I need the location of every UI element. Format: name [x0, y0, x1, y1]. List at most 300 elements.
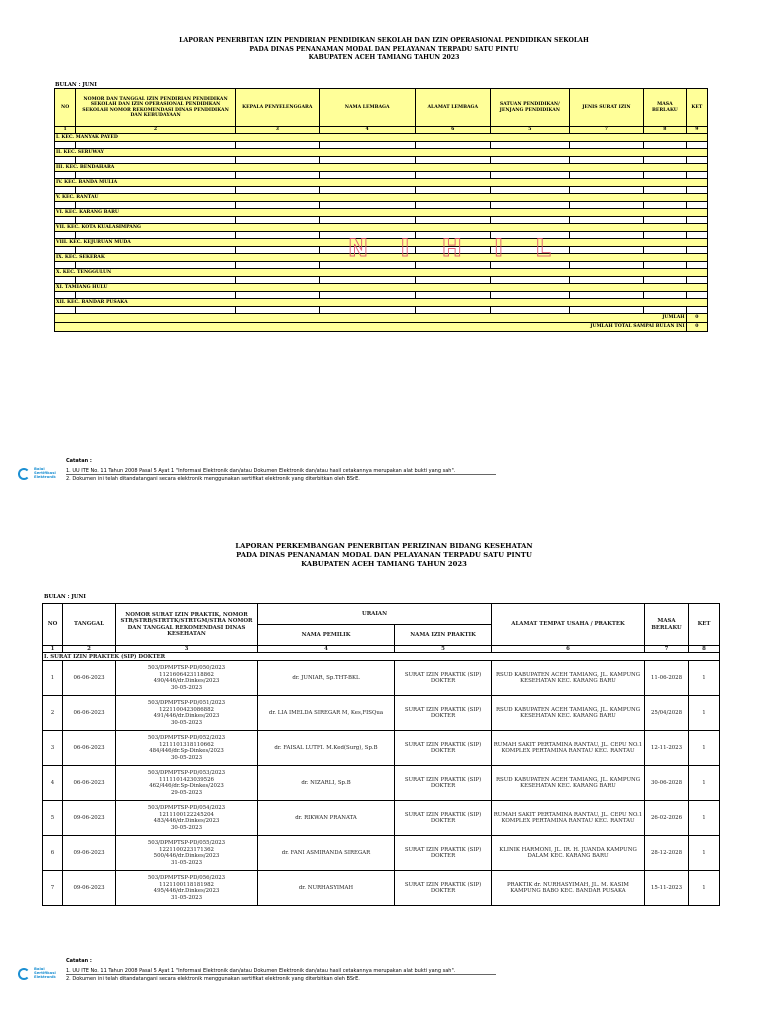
row-no: 4 [43, 766, 63, 801]
empty-cell [319, 187, 415, 194]
nomor-line: 1121606423118862 [159, 671, 214, 678]
jumlah-label: JUMLAH [55, 314, 687, 323]
empty-data-row [55, 292, 708, 299]
nomor-line: 462/446/dr.Sp-Dinkes/2023 [149, 783, 224, 790]
report1-sections [55, 134, 708, 314]
row-nama-pemilik: dr. FANI ASMIRANDA SIREGAR [258, 836, 395, 871]
row-ket: 1 [689, 836, 720, 871]
row-alamat: RSUD KABUPATEN ACEH TAMIANG, JL. KAMPUNG KESEHATAN KEC. KARANG BARU [492, 766, 645, 801]
empty-cell [686, 232, 707, 239]
empty-cell [235, 202, 319, 209]
empty-cell [569, 142, 643, 149]
empty-cell [686, 187, 707, 194]
col-number: 6 [492, 646, 645, 653]
empty-cell [491, 172, 570, 179]
empty-cell [491, 277, 570, 284]
nomor-line: 31-05-2023 [170, 860, 203, 866]
empty-cell [644, 277, 687, 284]
empty-cell [569, 172, 643, 179]
nomor-line: 484/446/dr.Sp-Dinkes/2023 [149, 748, 224, 755]
report1-bulan: BULAN : JUNI [55, 82, 97, 88]
empty-cell [491, 262, 570, 269]
empty-cell [415, 307, 491, 314]
empty-cell [415, 292, 491, 299]
empty-data-row [55, 277, 708, 284]
empty-cell [491, 307, 570, 314]
kecamatan-label: X. KEC. TENGGULUN [55, 269, 708, 277]
empty-cell [319, 202, 415, 209]
col-header-alamat: ALAMAT LEMBAGA [415, 89, 491, 127]
nomor-line: 30-05-2023 [170, 755, 203, 761]
empty-cell [76, 217, 236, 224]
col-header-satuan: SATUAN PENDIDIKAN/ JENJANG PENDIDIKAN [491, 89, 570, 127]
row-nomor [116, 801, 258, 836]
col-header-no: NO [55, 89, 76, 127]
empty-cell [55, 142, 76, 149]
empty-cell [55, 157, 76, 164]
empty-cell [415, 172, 491, 179]
row-no: 6 [43, 836, 63, 871]
report2-header-row-1 [43, 604, 720, 625]
bsre-logo-text: Balai Sertifikasi Elektronik [34, 966, 56, 980]
col-number: 5 [491, 127, 570, 134]
empty-cell [319, 277, 415, 284]
empty-cell [644, 187, 687, 194]
empty-cell [569, 277, 643, 284]
col-number: 1 [55, 127, 76, 134]
row-tanggal: 09-06-2023 [63, 871, 116, 906]
kecamatan-label: IV. KEC. BANDA MULIA [55, 179, 708, 187]
row-masa-berlaku: 28-12-2028 [645, 836, 689, 871]
empty-cell [319, 307, 415, 314]
report2-bulan: BULAN : JUNI [44, 594, 86, 600]
empty-cell [569, 157, 643, 164]
row-tanggal: 09-06-2023 [63, 836, 116, 871]
empty-cell [644, 172, 687, 179]
kecamatan-label: VIII. KEC. KEJURUAN MUDA [55, 239, 708, 247]
empty-cell [644, 307, 687, 314]
empty-cell [76, 202, 236, 209]
row-masa-berlaku: 11-06-2028 [645, 661, 689, 696]
empty-cell [76, 277, 236, 284]
nihil-watermark: N I H I L [348, 234, 563, 262]
note-divider [66, 974, 496, 975]
empty-cell [686, 142, 707, 149]
empty-cell [319, 292, 415, 299]
nomor-line: 491/446/dr.Dinkes/2023 [153, 713, 220, 720]
nomor-line: 503/DPMPTSP-PD/052/2023 [147, 735, 226, 742]
empty-cell [55, 172, 76, 179]
bsre-logo [18, 967, 62, 983]
empty-cell [76, 307, 236, 314]
row-tanggal: 06-06-2023 [63, 661, 116, 696]
row-nama-izin: SURAT IZIN PRAKTIK (SIP) DOKTER [395, 766, 492, 801]
col-number: 4 [319, 127, 415, 134]
empty-cell [319, 172, 415, 179]
nomor-line: 1221100423086882 [159, 706, 214, 713]
col-number: 3 [116, 646, 258, 653]
kecamatan-label: II. KEC. SERUWAY [55, 149, 708, 157]
empty-cell [235, 142, 319, 149]
empty-cell [235, 217, 319, 224]
empty-cell [235, 292, 319, 299]
kecamatan-section-row [55, 164, 708, 172]
row-nama-pemilik: dr. LIA IMELDA SIREGAR M, Kes,FISQua [258, 696, 395, 731]
nomor-line: 503/DPMPTSP-PD/051/2023 [147, 700, 226, 707]
empty-cell [319, 262, 415, 269]
kecamatan-label: XI. TAMIANG HULU [55, 284, 708, 292]
empty-cell [55, 232, 76, 239]
bsre-logo [18, 467, 62, 483]
col-header-nama-pemilik: NAMA PEMILIK [258, 625, 395, 646]
nomor-line: 31-05-2023 [170, 895, 203, 901]
empty-cell [491, 142, 570, 149]
report1-title-line: PADA DINAS PENANAMAN MODAL DAN PELAYANAN TERPADU SATU PINTU [249, 45, 519, 53]
row-masa-berlaku: 12-11-2023 [645, 731, 689, 766]
empty-cell [55, 307, 76, 314]
row-nomor [116, 766, 258, 801]
empty-cell [76, 247, 236, 254]
empty-cell [415, 277, 491, 284]
permit-row [43, 696, 720, 731]
col-header-kepala: KEPALA PENYELENGGARA [235, 89, 319, 127]
kecamatan-section-row [55, 194, 708, 202]
nomor-line: 1211100122245204 [159, 811, 214, 818]
report1-table [54, 88, 708, 332]
empty-cell [569, 262, 643, 269]
row-nama-izin: SURAT IZIN PRAKTIK (SIP) DOKTER [395, 661, 492, 696]
report2-rows [43, 661, 720, 906]
empty-data-row [55, 307, 708, 314]
row-alamat: RUMAH SAKIT PERTAMINA RANTAU, JL. CEPU NO.1 KOMPLEX PERTAMINA RANTAU KEC. RANTAU [492, 731, 645, 766]
col-number: 2 [76, 127, 236, 134]
row-no: 1 [43, 661, 63, 696]
empty-cell [491, 157, 570, 164]
row-no: 7 [43, 871, 63, 906]
empty-cell [76, 172, 236, 179]
kecamatan-label: VI. KEC. KARANG BARU [55, 209, 708, 217]
empty-cell [415, 187, 491, 194]
col-number: 8 [689, 646, 720, 653]
col-number: 7 [569, 127, 643, 134]
nomor-line: 490/446/dr.Dinkes/2023 [153, 678, 220, 685]
empty-cell [686, 262, 707, 269]
row-no: 5 [43, 801, 63, 836]
report1-title [0, 37, 768, 63]
empty-cell [235, 232, 319, 239]
kecamatan-section-row [55, 149, 708, 157]
row-nomor [116, 696, 258, 731]
nomor-line: 1111101423039526 [159, 776, 214, 783]
row-ket: 1 [689, 731, 720, 766]
note-line-2: 2. Dokumen ini telah ditandatangani secara elektronik menggunakan sertifikat elektronik yang diterbitkan oleh BSrE. [66, 476, 360, 482]
empty-cell [235, 187, 319, 194]
note-line-2: 2. Dokumen ini telah ditandatangani secara elektronik menggunakan sertifikat elektronik yang diterbitkan oleh BSrE. [66, 976, 360, 982]
empty-cell [686, 247, 707, 254]
col-number: 7 [645, 646, 689, 653]
col-header-alamat: ALAMAT TEMPAT USAHA / PRAKTEK [492, 604, 645, 646]
empty-cell [569, 247, 643, 254]
empty-cell [76, 142, 236, 149]
col-header-tanggal: TANGGAL [63, 604, 116, 646]
kecamatan-section-row [55, 299, 708, 307]
empty-cell [76, 232, 236, 239]
empty-cell [415, 157, 491, 164]
empty-cell [55, 262, 76, 269]
row-alamat: RSUD KABUPATEN ACEH TAMIANG, JL. KAMPUNG KESEHATAN KEC. KARANG BARU [492, 696, 645, 731]
bsre-logo-text: Balai Sertifikasi Elektronik [34, 466, 56, 480]
row-ket: 1 [689, 766, 720, 801]
permit-row [43, 836, 720, 871]
kecamatan-label: V. KEC. RANTAU [55, 194, 708, 202]
empty-data-row [55, 217, 708, 224]
row-tanggal: 06-06-2023 [63, 696, 116, 731]
empty-cell [686, 172, 707, 179]
empty-cell [235, 262, 319, 269]
empty-cell [569, 292, 643, 299]
col-header-jenis: JENIS SURAT IZIN [569, 89, 643, 127]
row-nama-pemilik: dr. RIKWAN PRANATA [258, 801, 395, 836]
report2-title [0, 542, 768, 569]
col-number: 4 [258, 646, 395, 653]
nomor-line: 503/DPMPTSP-PD/055/2023 [147, 840, 226, 847]
empty-cell [55, 217, 76, 224]
row-masa-berlaku: 25/04/2028 [645, 696, 689, 731]
empty-cell [491, 292, 570, 299]
empty-cell [644, 262, 687, 269]
empty-cell [491, 202, 570, 209]
row-nama-izin: SURAT IZIN PRAKTIK (SIP) DOKTER [395, 871, 492, 906]
empty-data-row [55, 202, 708, 209]
row-no: 3 [43, 731, 63, 766]
empty-cell [569, 307, 643, 314]
col-number: 3 [235, 127, 319, 134]
empty-cell [55, 277, 76, 284]
empty-cell [491, 217, 570, 224]
empty-cell [235, 247, 319, 254]
empty-cell [569, 187, 643, 194]
empty-cell [235, 277, 319, 284]
col-header-no: NO [43, 604, 63, 646]
kecamatan-label: IX. KEC. SEKERAK [55, 254, 708, 262]
nomor-line: 500/446/dr.Dinkes/2023 [153, 853, 220, 860]
row-alamat: KLINIK HARMONI, JL. IR. H. JUANDA KAMPUNG DALAM KEC. KARANG BARU [492, 836, 645, 871]
kecamatan-section-row [55, 179, 708, 187]
kecamatan-label: I. KEC. MANYAK PAYED [55, 134, 708, 142]
col-header-ket: KET [689, 604, 720, 646]
row-tanggal: 06-06-2023 [63, 731, 116, 766]
col-header-nama: NAMA LEMBAGA [319, 89, 415, 127]
empty-cell [644, 142, 687, 149]
report1-jumlah-row [55, 314, 708, 323]
note-line-1: 1. UU ITE No. 11 Tahun 2008 Pasal 5 Ayat 1 "Informasi Elektronik dan/atau Dokumen Elektronik dan/atau hasil cetakannya merupakan alat bukti yang sah". [66, 968, 456, 974]
empty-cell [319, 217, 415, 224]
empty-cell [235, 157, 319, 164]
empty-cell [415, 262, 491, 269]
row-ket: 1 [689, 696, 720, 731]
empty-cell [686, 292, 707, 299]
col-header-nomor: NOMOR DAN TANGGAL IZIN PENDIRIAN PENDIDIKAN SEKOLAH DAN IZIN OPERASIONAL PENDIDIKAN SEKOLAH NOMOR REKOMENDASI DINAS PENDIDIKAN DAN KEBUDAYAAN [76, 89, 236, 127]
permit-row [43, 766, 720, 801]
empty-cell [55, 292, 76, 299]
row-nomor [116, 871, 258, 906]
jumlah-value: 0 [686, 314, 707, 323]
catatan-label: Catatan : [66, 958, 92, 964]
kecamatan-label: VII. KEC. KOTA KUALASIMPANG [55, 224, 708, 232]
empty-cell [686, 202, 707, 209]
empty-cell [644, 292, 687, 299]
empty-cell [415, 217, 491, 224]
row-nama-pemilik: dr. JUNIAR, Sp.THT-BKL [258, 661, 395, 696]
row-ket: 1 [689, 661, 720, 696]
permit-row [43, 661, 720, 696]
empty-cell [76, 187, 236, 194]
row-ket: 1 [689, 801, 720, 836]
empty-cell [569, 202, 643, 209]
row-nomor [116, 661, 258, 696]
row-nama-izin: SURAT IZIN PRAKTIK (SIP) DOKTER [395, 731, 492, 766]
empty-cell [235, 172, 319, 179]
empty-cell [569, 232, 643, 239]
nomor-line: 503/DPMPTSP-PD/050/2023 [147, 665, 226, 672]
total-label: JUMLAH TOTAL SAMPAI BULAN INI [55, 323, 687, 332]
empty-cell [644, 157, 687, 164]
report1-title-line: LAPORAN PENERBITAN IZIN PENDIRIAN PENDIDIKAN SEKOLAH DAN IZIN OPERASIONAL PENDIDIKAN SEKOLAH [179, 37, 589, 44]
nomor-line: 503/DPMPTSP-PD/056/2023 [147, 875, 226, 882]
col-header-masa: MASA BERLAKU [645, 604, 689, 646]
report1-header-row [55, 89, 708, 127]
row-alamat: PRAKTIK dr. NURHASYIMAH, JL. M. KASIM KAMPUNG BABO KEC. BANDAR PUSAKA [492, 871, 645, 906]
col-number: 8 [644, 127, 687, 134]
nomor-line: 1121100118181982 [159, 881, 214, 888]
col-number: 6 [415, 127, 491, 134]
row-tanggal: 06-06-2023 [63, 766, 116, 801]
report2-title-line: KABUPATEN ACEH TAMIANG TAHUN 2023 [301, 560, 467, 568]
kecamatan-section-row [55, 269, 708, 277]
empty-cell [76, 262, 236, 269]
empty-cell [76, 292, 236, 299]
report1-total-row [55, 323, 708, 332]
report2-section-row [43, 653, 720, 661]
col-header-uraian: URAIAN [258, 604, 492, 625]
permit-row [43, 871, 720, 906]
row-alamat: RSUD KABUPATEN ACEH TAMIANG, JL. KAMPUNG KESEHATAN KEC. KARANG BARU [492, 661, 645, 696]
empty-cell [491, 187, 570, 194]
empty-cell [55, 202, 76, 209]
col-number: 1 [43, 646, 63, 653]
section-title: I. SURAT IZIN PRAKTEK (SIP) DOKTER [43, 653, 720, 661]
nomor-line: 1211101318110662 [159, 741, 214, 748]
row-alamat: RUMAH SAKIT PERTAMINA RANTAU, JL. CEPU NO.1 KOMPLEX PERTAMINA RANTAU KEC. RANTAU [492, 801, 645, 836]
catatan-label: Catatan : [66, 458, 92, 464]
empty-cell [76, 157, 236, 164]
kecamatan-label: III. KEC. BENDAHARA [55, 164, 708, 172]
report2-title-line: PADA DINAS PENANAMAN MODAL DAN PELAYANAN TERPADU SATU PINTU [236, 551, 532, 559]
row-nama-izin: SURAT IZIN PRAKTIK (SIP) DOKTER [395, 801, 492, 836]
row-masa-berlaku: 15-11-2023 [645, 871, 689, 906]
bsre-logo-icon [18, 968, 30, 980]
empty-cell [686, 277, 707, 284]
nomor-line: 503/DPMPTSP-PD/054/2023 [147, 805, 226, 812]
permit-row [43, 731, 720, 766]
col-header-nama-izin: NAMA IZIN PRAKTIK [395, 625, 492, 646]
report2-table [42, 603, 720, 906]
empty-data-row [55, 262, 708, 269]
nomor-line: 30-05-2023 [170, 685, 203, 691]
nomor-line: 495/446/dr.Dinkes/2023 [153, 888, 220, 895]
report1-col-number-row [55, 127, 708, 134]
empty-cell [55, 247, 76, 254]
row-nama-pemilik: dr. FAISAL LUTFI. M.Ked(Surg), Sp.B [258, 731, 395, 766]
empty-cell [319, 142, 415, 149]
empty-cell [644, 247, 687, 254]
bsre-logo-icon [18, 468, 30, 480]
permit-row [43, 801, 720, 836]
row-nomor [116, 731, 258, 766]
empty-cell [686, 307, 707, 314]
empty-data-row [55, 142, 708, 149]
empty-data-row [55, 157, 708, 164]
col-number: 9 [686, 127, 707, 134]
empty-cell [235, 307, 319, 314]
report2-col-number-row [43, 646, 720, 653]
row-tanggal: 09-06-2023 [63, 801, 116, 836]
row-nama-pemilik: dr. NURHASYIMAH [258, 871, 395, 906]
kecamatan-section-row [55, 209, 708, 217]
row-ket: 1 [689, 871, 720, 906]
row-nama-pemilik: dr. NIZARLI, Sp.B [258, 766, 395, 801]
note-line-1: 1. UU ITE No. 11 Tahun 2008 Pasal 5 Ayat 1 "Informasi Elektronik dan/atau Dokumen Elektronik dan/atau hasil cetakannya merupakan alat bukti yang sah". [66, 468, 456, 474]
nomor-line: 503/DPMPTSP-PD/053/2023 [147, 770, 226, 777]
col-header-ket: KET [686, 89, 707, 127]
row-nomor [116, 836, 258, 871]
row-masa-berlaku: 30-06-2028 [645, 766, 689, 801]
nomor-line: 29-05-2023 [170, 790, 203, 796]
row-masa-berlaku: 26-02-2026 [645, 801, 689, 836]
empty-cell [644, 232, 687, 239]
col-header-nomor: NOMOR SURAT IZIN PRAKTIK, NOMOR STR/STRB/STRTTK/STRTGM/STRA NOMOR DAN TANGGAL REKOMENDASI DINAS KESEHATAN [116, 604, 258, 646]
empty-cell [319, 157, 415, 164]
empty-cell [415, 202, 491, 209]
empty-cell [686, 157, 707, 164]
kecamatan-section-row [55, 134, 708, 142]
nomor-line: 483/446/dr.Dinkes/2023 [153, 818, 220, 825]
empty-cell [686, 217, 707, 224]
empty-data-row [55, 187, 708, 194]
nomor-line: 1221100223171362 [159, 846, 214, 853]
col-number: 2 [63, 646, 116, 653]
note-divider [66, 474, 496, 475]
empty-cell [644, 217, 687, 224]
col-number: 5 [395, 646, 492, 653]
report1-title-line: KABUPATEN ACEH TAMIANG TAHUN 2023 [308, 54, 460, 62]
kecamatan-section-row [55, 284, 708, 292]
row-nama-izin: SURAT IZIN PRAKTIK (SIP) DOKTER [395, 836, 492, 871]
col-header-masa: MASA BERLAKU [644, 89, 687, 127]
empty-cell [415, 142, 491, 149]
empty-data-row [55, 172, 708, 179]
row-nama-izin: SURAT IZIN PRAKTIK (SIP) DOKTER [395, 696, 492, 731]
nomor-line: 30-05-2023 [170, 720, 203, 726]
nomor-line: 30-05-2023 [170, 825, 203, 831]
empty-cell [569, 217, 643, 224]
report2-title-line: LAPORAN PERKEMBANGAN PENERBITAN PERIZINAN BIDANG KESEHATAN [235, 542, 533, 550]
kecamatan-section-row [55, 224, 708, 232]
total-value: 0 [686, 323, 707, 332]
row-no: 2 [43, 696, 63, 731]
empty-cell [644, 202, 687, 209]
empty-cell [55, 187, 76, 194]
